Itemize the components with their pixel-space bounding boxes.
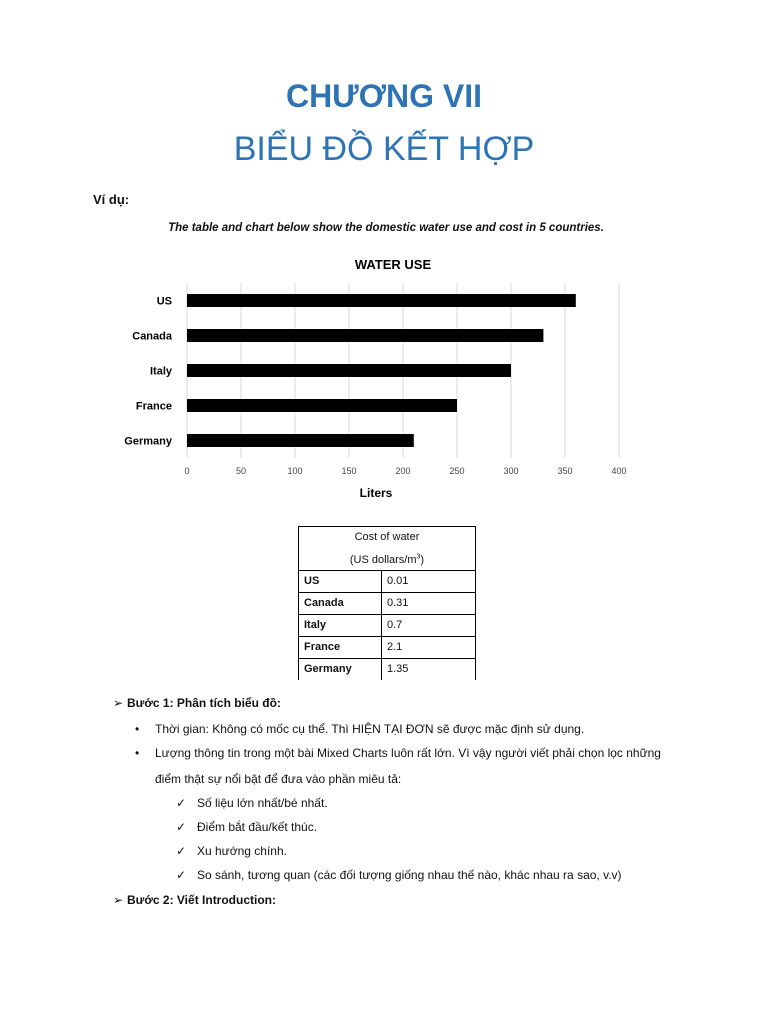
category-label: Canada	[132, 330, 172, 343]
cost-of-water-table	[298, 526, 476, 680]
cost-cell: 0.7	[382, 614, 476, 636]
bar	[187, 399, 457, 412]
chart-intro-sentence: The table and chart below show the domestic water use and cost in 5 countries.	[168, 222, 604, 234]
check-icon: ✓	[176, 868, 187, 882]
x-tick-label: 350	[557, 466, 573, 476]
x-tick-label: 50	[235, 466, 247, 476]
x-tick-label: 0	[184, 466, 190, 476]
bar	[187, 434, 414, 447]
arrow-bullet-icon: ➢	[113, 696, 124, 710]
table-row	[299, 658, 476, 680]
bar	[187, 294, 576, 307]
chart-title: WATER USE	[354, 257, 432, 272]
x-tick-label: 250	[449, 466, 465, 476]
bullet-icon: •	[135, 746, 140, 760]
table-row	[299, 614, 476, 636]
table-row	[299, 570, 476, 592]
table-header	[299, 527, 476, 571]
step-1-bullet: • Thời gian: Không có mốc cụ thể. Thì HIỆN TẠI ĐƠN sẽ được mặc định sử dụng.	[135, 722, 585, 736]
checklist-item: ✓ Điểm bắt đầu/kết thúc.	[176, 820, 318, 834]
country-cell: Italy	[299, 614, 382, 636]
bar	[187, 364, 511, 377]
country-cell: Canada	[299, 592, 382, 614]
cost-cell: 1.35	[382, 658, 476, 680]
chapter-number: CHƯƠNG VII	[285, 78, 483, 114]
x-tick-label: 200	[395, 466, 411, 476]
checklist-item: ✓ Xu hướng chính.	[176, 844, 287, 858]
x-tick-label: 300	[503, 466, 519, 476]
x-tick-label: 150	[341, 466, 357, 476]
category-label: France	[135, 400, 172, 413]
check-icon: ✓	[176, 820, 187, 834]
category-label: Italy	[149, 365, 172, 378]
step-2-heading: ➢ Bước 2: Viết Introduction:	[113, 893, 277, 907]
x-tick-label: 400	[611, 466, 627, 476]
arrow-bullet-icon: ➢	[113, 893, 124, 907]
chapter-title: BIỂU ĐỒ KẾT HỢP	[233, 130, 535, 168]
category-label: Germany	[124, 435, 172, 448]
country-cell: US	[299, 570, 382, 592]
table-title: Cost of water	[354, 531, 420, 543]
water-use-chart	[110, 248, 640, 508]
cost-cell: 0.31	[382, 592, 476, 614]
category-label: US	[156, 295, 172, 308]
check-icon: ✓	[176, 796, 187, 810]
table-unit: (US dollars/$m^3$)	[349, 553, 425, 566]
bar	[187, 329, 543, 342]
table-row	[299, 636, 476, 658]
bullet-icon: •	[135, 722, 140, 736]
example-label: Ví dụ:	[93, 192, 130, 207]
x-tick-label: 100	[287, 466, 303, 476]
step-1-bullet: • Lượng thông tin trong một bài Mixed Charts luôn rất lớn. Vì vậy người viết phải chọn lọc những	[135, 746, 661, 760]
checklist-item: ✓ So sánh, tương quan (các đối tượng giống nhau thế nào, khác nhau ra sao, v.v)	[176, 868, 622, 882]
country-cell: France	[299, 636, 382, 658]
x-axis-label: Liters	[359, 486, 393, 500]
step-1-heading: ➢ Bước 1: Phân tích biểu đồ:	[113, 696, 281, 710]
country-cell: Germany	[299, 658, 382, 680]
checklist-item: ✓ Số liệu lớn nhất/bé nhất.	[176, 796, 328, 810]
cost-cell: 0.01	[382, 570, 476, 592]
check-icon: ✓	[176, 844, 187, 858]
table-row	[299, 592, 476, 614]
cost-cell: 2.1	[382, 636, 476, 658]
step-1-bullet-continuation: điểm thật sự nổi bật để đưa vào phần miêu tả:	[155, 772, 402, 786]
